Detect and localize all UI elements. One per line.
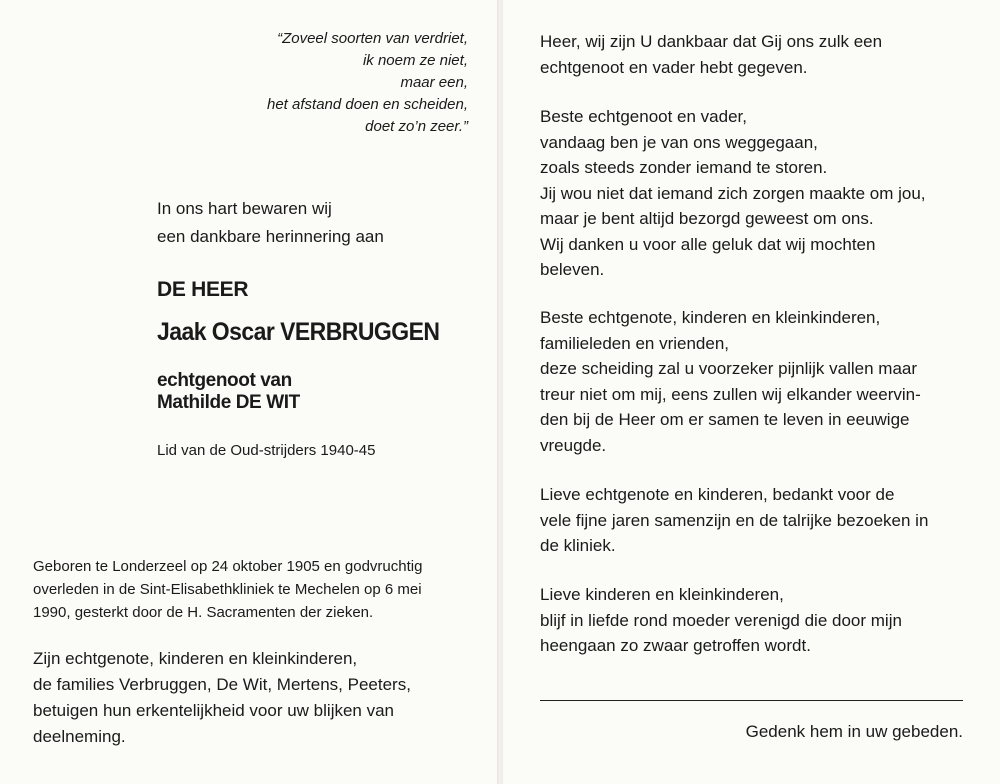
children-line: heengaan zo zwaar getroffen wordt. <box>540 636 811 655</box>
message-line: Beste echtgenote, kinderen en kleinkinderen, <box>540 308 881 327</box>
gratitude-paragraph <box>540 482 980 559</box>
quote-line: het afstand doen en scheiden, <box>267 96 468 113</box>
birth-death-details <box>33 555 473 624</box>
family-line: betuigen hun erkentelijkheid voor uw blijken van <box>33 701 395 720</box>
farewell-paragraph <box>540 104 980 283</box>
intro-line: In ons hart bewaren wij <box>157 199 332 218</box>
farewell-line: beleven. <box>540 260 605 279</box>
farewell-line: vandaag ben je van ons weggegaan, <box>540 132 818 152</box>
prayer-paragraph <box>540 29 980 80</box>
farewell-line: Jij wou niet dat iemand zich zorgen maakte om jou, <box>540 183 926 203</box>
quote-line: maar een, <box>400 74 468 91</box>
farewell-line: maar je bent altijd bezorgd geweest om ons. <box>540 209 874 228</box>
family-line: de families Verbruggen, De Wit, Mertens, Peeters, <box>33 675 411 694</box>
membership-note: Lid van de Oud-strijders 1940-45 <box>157 442 376 459</box>
family-line: Zijn echtgenote, kinderen en kleinkinderen, <box>33 649 358 668</box>
message-to-family-paragraph <box>540 305 980 458</box>
closing-prayer-request: Gedenk hem in uw gebeden. <box>745 722 963 741</box>
birth-death-line: overleden in de Sint-Elisabethkliniek te Mechelen op 6 mei <box>33 581 422 598</box>
deceased-name: Jaak Oscar VERBRUGGEN <box>157 318 440 346</box>
birth-death-line: 1990, gesterkt door de H. Sacramenten der zieken. <box>33 604 374 621</box>
gratitude-line: Lieve echtgenote en kinderen, bedankt voor de <box>540 485 895 504</box>
divider-line <box>540 700 963 701</box>
family-thanks <box>33 646 473 750</box>
spouse-line: echtgenoot van <box>157 370 292 391</box>
prayer-line: echtgenoot en vader hebt gegeven. <box>540 57 808 77</box>
gratitude-line: de kliniek. <box>540 536 616 555</box>
spouse-line: Mathilde DE WIT <box>157 392 300 413</box>
opening-quote <box>150 28 468 138</box>
quote-line: ik noem ze niet, <box>362 52 468 69</box>
message-line: treur niet om mij, eens zullen wij elkander weervin- <box>540 384 921 404</box>
quote-line: doet zo’n zeer.” <box>365 118 468 135</box>
prayer-line: Heer, wij zijn U dankbaar dat Gij ons zulk een <box>540 32 883 51</box>
farewell-line: Wij danken u voor alle geluk dat wij mochten <box>540 234 876 254</box>
intro-line: een dankbare herinnering aan <box>157 227 384 246</box>
message-line: vreugde. <box>540 435 607 455</box>
farewell-line: zoals steeds zonder iemand te storen. <box>540 158 828 177</box>
children-paragraph <box>540 582 980 659</box>
birth-death-line: Geboren te Londerzeel op 24 oktober 1905 en godvruchtig <box>33 558 423 575</box>
gratitude-line: vele fijne jaren samenzijn en de talrijke bezoeken in <box>540 510 929 530</box>
left-card-panel <box>0 0 497 784</box>
spouse-info <box>157 370 300 414</box>
quote-line: “Zoveel soorten van verdriet, <box>277 30 468 47</box>
message-line: familieleden en vrienden, <box>540 333 730 353</box>
honorific-title: DE HEER <box>157 278 249 301</box>
family-line: deelneming. <box>33 727 126 746</box>
message-line: den bij de Heer om er samen te leven in eeuwige <box>540 410 910 429</box>
remembrance-intro <box>157 195 384 251</box>
children-line: blijf in liefde rond moeder verenigd die door mijn <box>540 610 902 630</box>
children-line: Lieve kinderen en kleinkinderen, <box>540 585 784 604</box>
message-line: deze scheiding zal u voorzeker pijnlijk vallen maar <box>540 359 918 378</box>
farewell-line: Beste echtgenoot en vader, <box>540 107 747 126</box>
